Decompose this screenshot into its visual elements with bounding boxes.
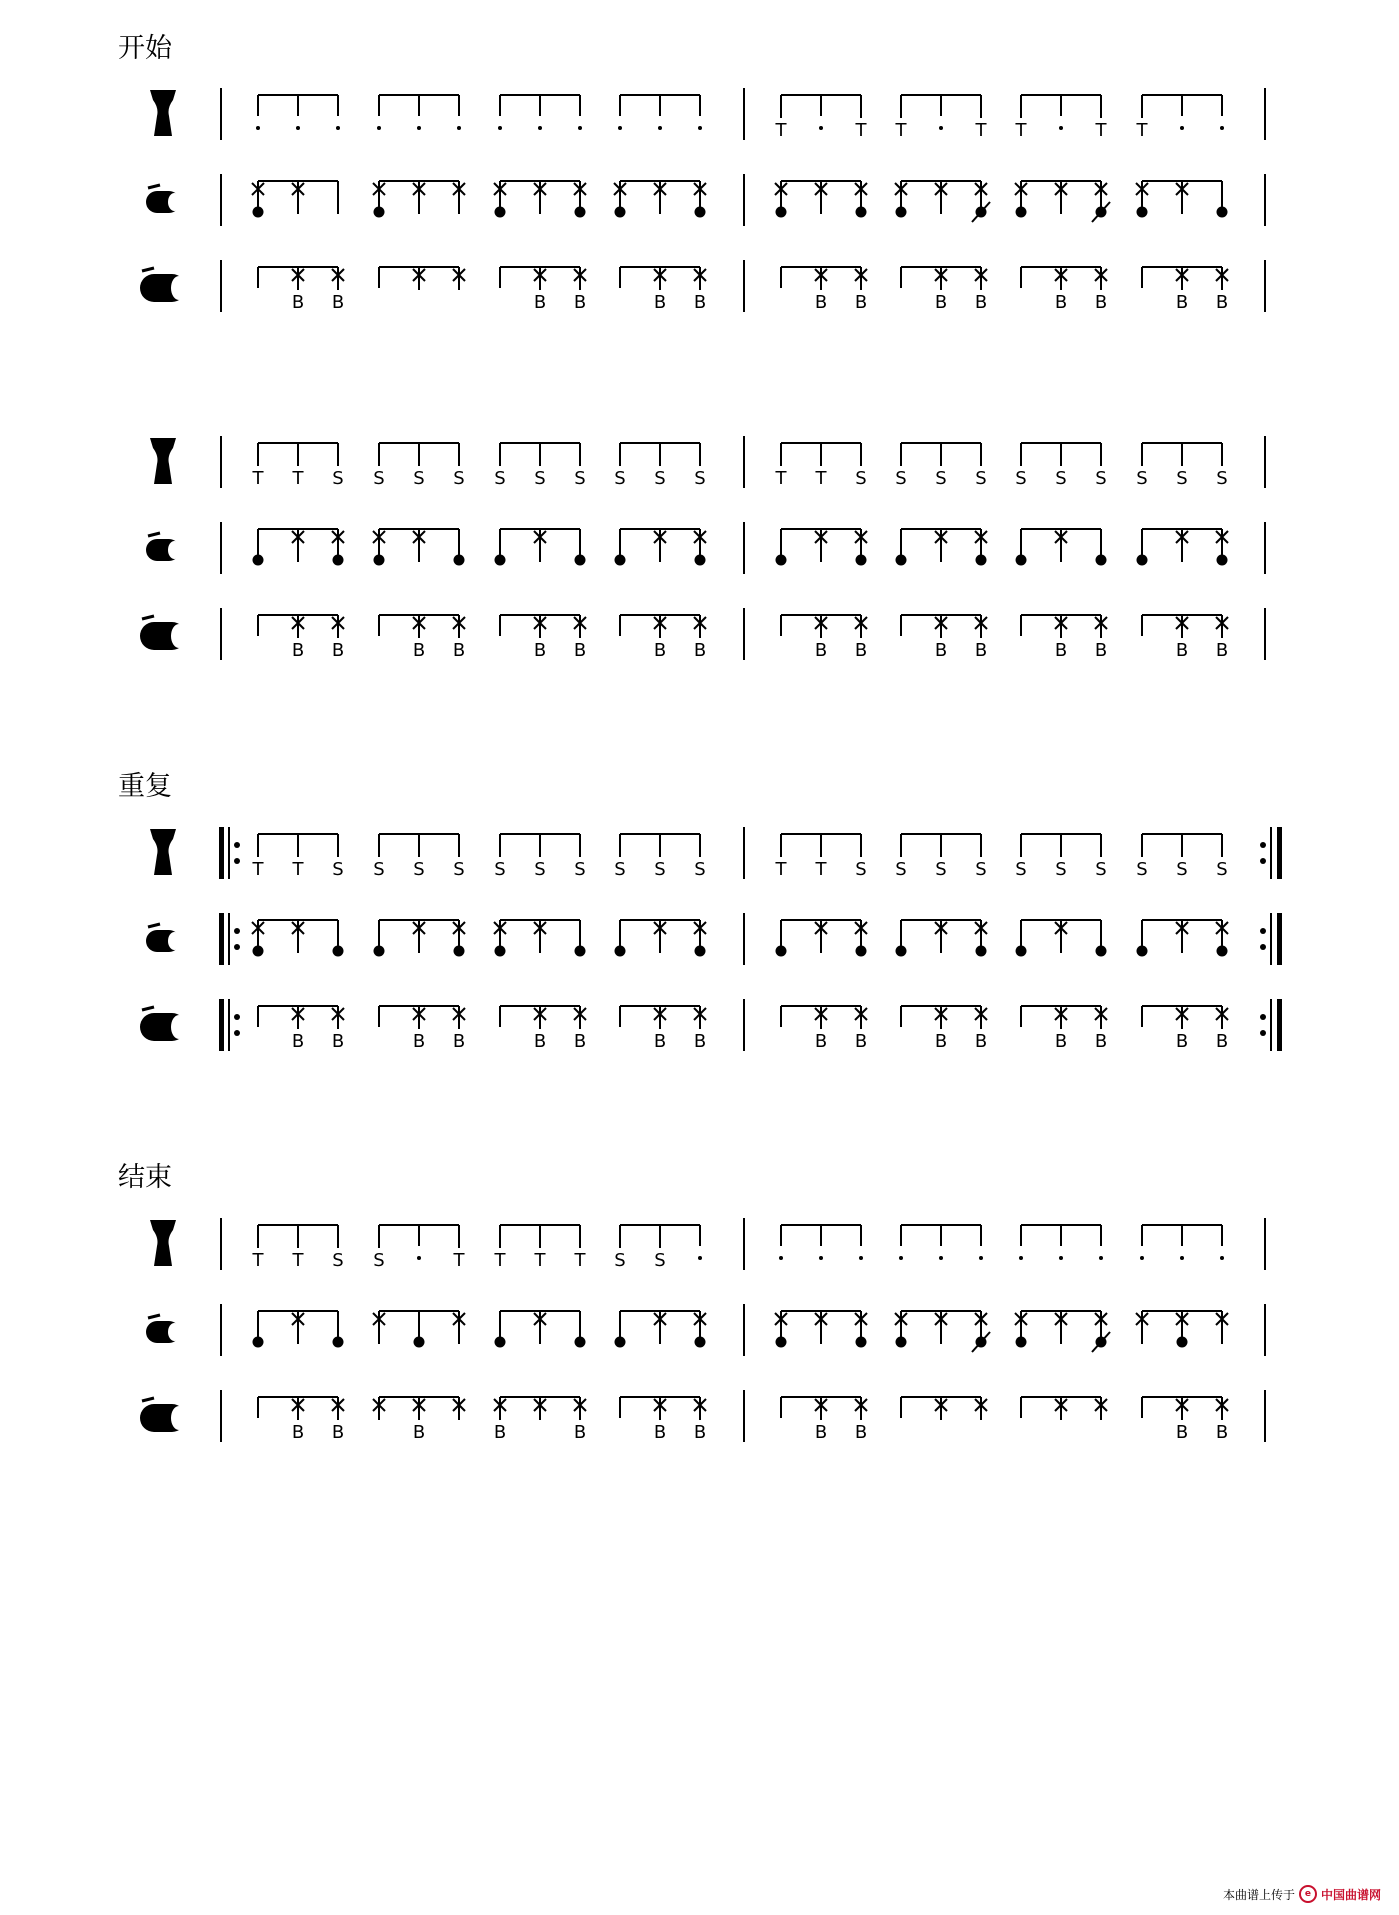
bass-letter: B — [1054, 640, 1068, 661]
stroke-letter: S — [1015, 859, 1027, 880]
bass-letter: B — [331, 292, 345, 313]
bass-letter: B — [854, 1031, 868, 1052]
bass-letter: B — [291, 640, 305, 661]
beat-group — [614, 1225, 702, 1271]
beat-group — [896, 920, 988, 957]
beat-group — [1015, 443, 1106, 489]
stroke-letter: S — [1095, 468, 1107, 489]
stroke-letter: S — [614, 859, 626, 880]
beat-group — [252, 834, 344, 880]
beat-group — [1021, 1397, 1107, 1420]
dundun-small-icon — [146, 533, 181, 561]
bass-letter: B — [653, 640, 667, 661]
score-section — [140, 1218, 1265, 1443]
bass-letter: B — [412, 1031, 426, 1052]
instrument-row — [146, 174, 1265, 226]
beat-group — [775, 834, 867, 880]
beat-group — [258, 615, 344, 661]
beat-group — [1140, 1225, 1224, 1260]
stroke-letter: S — [855, 859, 867, 880]
beat-group — [901, 1006, 987, 1052]
bass-letter: B — [533, 1031, 547, 1052]
stroke-letter: S — [1015, 468, 1027, 489]
stroke-letter: T — [975, 120, 987, 141]
stroke-letter: S — [614, 468, 626, 489]
djembe-icon — [150, 1220, 176, 1266]
bass-letter: B — [1175, 1031, 1189, 1052]
bass-letter: B — [452, 1031, 466, 1052]
bass-letter: B — [331, 640, 345, 661]
beat-group — [1021, 1006, 1107, 1052]
stroke-letter: S — [654, 859, 666, 880]
bass-letter: B — [1054, 292, 1068, 313]
beat-group — [781, 1006, 867, 1052]
stroke-letter: S — [494, 859, 506, 880]
dundun-small-icon — [146, 1315, 181, 1343]
bass-letter: B — [693, 1422, 707, 1443]
bass-letter: B — [291, 1422, 305, 1443]
bass-letter: B — [1094, 640, 1108, 661]
score-section — [140, 436, 1265, 661]
beat-group — [495, 1311, 586, 1348]
beat-group — [373, 529, 465, 566]
beat-group — [494, 443, 585, 489]
beat-group — [1015, 95, 1108, 141]
bass-letter: B — [1054, 1031, 1068, 1052]
beat-group — [373, 1397, 465, 1443]
bass-letter: B — [934, 292, 948, 313]
bass-letter: B — [814, 1031, 828, 1052]
stroke-letter: T — [252, 859, 264, 880]
stroke-letter: S — [1055, 859, 1067, 880]
stroke-letter: S — [694, 468, 706, 489]
beat-group — [500, 267, 586, 313]
beat-group — [896, 529, 988, 566]
bass-letter: B — [1094, 292, 1108, 313]
beat-group — [1019, 1225, 1103, 1260]
site-logo-icon: e — [1299, 1885, 1317, 1903]
beat-group — [1015, 834, 1106, 880]
beat-group — [781, 267, 867, 313]
beat-group — [256, 95, 340, 130]
beat-group — [895, 1311, 990, 1352]
stroke-letter: T — [895, 120, 907, 141]
bass-letter: B — [331, 1031, 345, 1052]
bass-letter: B — [493, 1422, 507, 1443]
beat-group — [899, 1225, 983, 1260]
dundun-small-icon — [146, 924, 181, 952]
footer-site-name: 中国曲谱网 — [1320, 1887, 1381, 1902]
section-title: 结束 — [118, 1162, 172, 1193]
stroke-letter: T — [292, 859, 304, 880]
site-footer — [1223, 1885, 1381, 1903]
score-section — [140, 88, 1265, 313]
bass-letter: B — [1215, 1031, 1229, 1052]
beat-group — [1136, 1311, 1228, 1348]
stroke-letter: S — [1055, 468, 1067, 489]
stroke-letter: S — [855, 468, 867, 489]
beat-group — [374, 920, 466, 957]
stroke-letter: T — [534, 1250, 546, 1271]
stroke-letter: S — [614, 1250, 626, 1271]
beat-group — [775, 443, 867, 489]
bass-letter: B — [452, 640, 466, 661]
bass-letter: B — [573, 1031, 587, 1052]
bass-letter: B — [291, 292, 305, 313]
bass-letter: B — [573, 292, 587, 313]
bass-letter: B — [1215, 1422, 1229, 1443]
beat-group — [494, 1225, 587, 1271]
instrument-row — [140, 260, 1265, 313]
stroke-letter: T — [292, 1250, 304, 1271]
bass-letter: B — [412, 1422, 426, 1443]
bass-letter: B — [573, 1422, 587, 1443]
beat-group — [252, 443, 344, 489]
stroke-letter: T — [775, 859, 787, 880]
stroke-letter: S — [373, 1250, 385, 1271]
bass-letter: B — [814, 640, 828, 661]
beat-group — [895, 181, 990, 222]
stroke-letter: T — [292, 468, 304, 489]
beat-group — [775, 1311, 867, 1348]
beat-group — [1016, 920, 1107, 957]
beat-group — [1142, 615, 1228, 661]
bass-letter: B — [854, 1422, 868, 1443]
stroke-letter: T — [855, 120, 867, 141]
instrument-row — [140, 999, 1282, 1052]
beat-group — [494, 1397, 586, 1443]
bass-letter: B — [974, 1031, 988, 1052]
bass-letter: B — [814, 292, 828, 313]
bass-letter: B — [1215, 640, 1229, 661]
bass-letter: B — [693, 640, 707, 661]
stroke-letter: S — [534, 468, 546, 489]
beat-group — [615, 920, 707, 957]
bass-letter: B — [1175, 292, 1189, 313]
bass-letter: B — [533, 640, 547, 661]
bass-letter: B — [854, 292, 868, 313]
stroke-letter: S — [574, 468, 586, 489]
beat-group — [620, 1006, 706, 1052]
instrument-row — [150, 88, 1265, 141]
bass-letter: B — [331, 1422, 345, 1443]
bass-letter: B — [653, 292, 667, 313]
beat-group — [618, 95, 702, 130]
bass-letter: B — [974, 292, 988, 313]
beat-group — [373, 1225, 465, 1271]
beat-group — [258, 1397, 344, 1443]
beat-group — [498, 95, 582, 130]
beat-group — [781, 615, 867, 661]
stroke-letter: T — [775, 468, 787, 489]
stroke-letter: S — [1136, 859, 1148, 880]
djembe-icon — [150, 90, 176, 136]
bass-letter: B — [854, 640, 868, 661]
stroke-letter: S — [413, 859, 425, 880]
beat-group — [379, 1006, 465, 1052]
stroke-letter: T — [252, 468, 264, 489]
beat-group — [495, 529, 586, 566]
instrument-row — [150, 827, 1282, 880]
dundun-large-icon — [140, 1007, 187, 1041]
stroke-letter: S — [895, 859, 907, 880]
bass-letter: B — [653, 1031, 667, 1052]
stroke-letter: S — [975, 468, 987, 489]
beat-group — [779, 1225, 863, 1260]
stroke-letter: S — [332, 468, 344, 489]
beat-group — [775, 95, 868, 141]
beat-group — [258, 1006, 344, 1052]
bass-letter: B — [1175, 1422, 1189, 1443]
footer-text: 本曲谱上传于 — [1222, 1887, 1295, 1902]
beat-group — [500, 1006, 586, 1052]
instrument-row — [140, 608, 1265, 661]
beat-group — [901, 267, 987, 313]
bass-letter: B — [1175, 640, 1189, 661]
bass-letter: B — [573, 640, 587, 661]
beat-group — [614, 834, 705, 880]
beat-group — [1136, 181, 1228, 218]
instrument-row — [140, 1390, 1265, 1443]
stroke-letter: S — [494, 468, 506, 489]
bass-letter: B — [934, 1031, 948, 1052]
beat-group — [373, 181, 465, 218]
beat-group — [614, 181, 706, 218]
instrument-row — [146, 522, 1265, 574]
beat-group — [614, 443, 705, 489]
instrument-row — [150, 1218, 1265, 1271]
beat-group — [1021, 267, 1107, 313]
instrument-row — [146, 913, 1282, 965]
beat-group — [775, 181, 867, 218]
beat-group — [901, 615, 987, 661]
bass-letter: B — [974, 640, 988, 661]
dundun-large-icon — [140, 268, 187, 302]
bass-letter: B — [533, 292, 547, 313]
beat-group — [379, 615, 465, 661]
beat-group — [379, 267, 465, 290]
bass-letter: B — [1094, 1031, 1108, 1052]
bass-letter: B — [653, 1422, 667, 1443]
dundun-small-icon — [146, 185, 181, 213]
beat-group — [895, 834, 986, 880]
stroke-letter: S — [935, 468, 947, 489]
stroke-letter: S — [1095, 859, 1107, 880]
stroke-letter: S — [895, 468, 907, 489]
beat-group — [1021, 615, 1107, 661]
stroke-letter: S — [975, 859, 987, 880]
beat-group — [377, 95, 461, 130]
stroke-letter: S — [373, 859, 385, 880]
stroke-letter: T — [574, 1250, 586, 1271]
stroke-letter: T — [815, 859, 827, 880]
instrument-row — [150, 436, 1265, 489]
stroke-letter: T — [453, 1250, 465, 1271]
stroke-letter: T — [1095, 120, 1107, 141]
beat-group — [895, 95, 988, 141]
stroke-letter: S — [373, 468, 385, 489]
bass-letter: B — [291, 1031, 305, 1052]
beat-group — [373, 834, 464, 880]
stroke-letter: S — [1136, 468, 1148, 489]
djembe-icon — [150, 829, 176, 875]
score-section — [140, 827, 1282, 1052]
beat-group — [1136, 443, 1227, 489]
stroke-letter: S — [1216, 468, 1228, 489]
beat-group — [252, 1225, 344, 1271]
beat-group — [373, 443, 464, 489]
beat-group — [776, 529, 868, 566]
beat-group — [253, 529, 345, 566]
beat-group — [494, 920, 586, 957]
beat-group — [1136, 834, 1227, 880]
bass-letter: B — [693, 1031, 707, 1052]
bass-letter: B — [1215, 292, 1229, 313]
stroke-letter: S — [654, 1250, 666, 1271]
stroke-letter: S — [534, 859, 546, 880]
beat-group — [252, 181, 338, 218]
djembe-icon — [150, 438, 176, 484]
stroke-letter: T — [775, 120, 787, 141]
dundun-large-icon — [140, 616, 187, 650]
bass-letter: B — [412, 640, 426, 661]
stroke-letter: S — [453, 859, 465, 880]
stroke-letter: S — [1216, 859, 1228, 880]
section-title: 重复 — [118, 771, 172, 802]
beat-group — [1137, 920, 1229, 957]
beat-group — [615, 1311, 707, 1348]
stroke-letter: T — [252, 1250, 264, 1271]
stroke-letter: T — [494, 1250, 506, 1271]
stroke-letter: T — [1136, 120, 1148, 141]
stroke-letter: S — [332, 859, 344, 880]
stroke-letter: T — [1015, 120, 1027, 141]
beat-group — [781, 1397, 867, 1443]
beat-group — [253, 1311, 344, 1348]
stroke-letter: S — [574, 859, 586, 880]
beat-group — [1137, 529, 1229, 566]
beat-group — [500, 615, 586, 661]
stroke-letter: S — [654, 468, 666, 489]
stroke-letter: S — [453, 468, 465, 489]
bass-letter: B — [814, 1422, 828, 1443]
stroke-letter: S — [332, 1250, 344, 1271]
beat-group — [615, 529, 707, 566]
beat-group — [1015, 1311, 1110, 1352]
beat-group — [1016, 529, 1107, 566]
bass-letter: B — [934, 640, 948, 661]
beat-group — [620, 615, 706, 661]
beat-group — [494, 181, 586, 218]
beat-group — [1015, 181, 1110, 222]
dundun-large-icon — [140, 1398, 187, 1432]
stroke-letter: T — [815, 468, 827, 489]
stroke-letter: S — [1176, 468, 1188, 489]
beat-group — [1142, 1006, 1228, 1052]
beat-group — [895, 443, 986, 489]
beat-group — [901, 1397, 987, 1420]
stroke-letter: S — [694, 859, 706, 880]
beat-group — [776, 920, 868, 957]
beat-group — [620, 1397, 706, 1443]
beat-group — [373, 1311, 465, 1348]
beat-group — [620, 267, 706, 313]
beat-group — [1136, 95, 1225, 141]
beat-group — [494, 834, 585, 880]
section-title: 开始 — [118, 33, 172, 64]
stroke-letter: S — [413, 468, 425, 489]
instrument-row — [146, 1304, 1265, 1356]
stroke-letter: S — [1176, 859, 1188, 880]
beat-group — [258, 267, 344, 313]
beat-group — [1142, 267, 1228, 313]
bass-letter: B — [693, 292, 707, 313]
stroke-letter: S — [935, 859, 947, 880]
beat-group — [252, 920, 344, 957]
beat-group — [1142, 1397, 1228, 1443]
